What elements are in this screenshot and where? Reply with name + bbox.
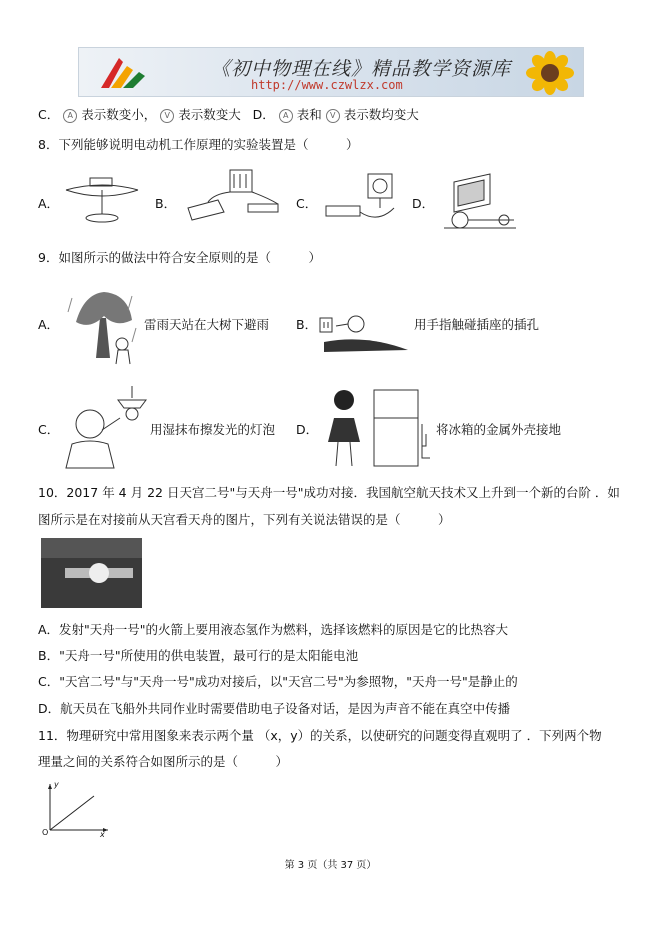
q7-options-line <box>38 107 419 123</box>
q8-stem: 8．下列能够说明电动机工作原理的实验装置是（ ） <box>38 137 359 152</box>
q10-stem-line2: 图所示是在对接前从天宫看天舟的图片，下列有关说法错误的是（ ） <box>38 512 451 527</box>
q9-option-d-text: 将冰箱的金属外壳接地 <box>436 422 562 437</box>
q7-option-d-text2: 表示数均变大 <box>343 107 419 122</box>
q8-option-d-label: D． <box>412 196 435 211</box>
q11-graph-line <box>50 796 94 830</box>
q8-option-a-label: A． <box>38 196 60 211</box>
q11-stem-line2: 理量之间的关系符合如图所示的是（ ） <box>38 754 289 769</box>
q9-option-a-label: A． <box>38 317 60 332</box>
q9-option-c-label: C． <box>38 422 60 437</box>
banner-title: 《初中物理在线》精品教学资源库 <box>211 58 512 80</box>
q8-figure-a <box>60 170 144 228</box>
q9-option-d-label: D． <box>296 422 319 437</box>
ammeter-icon: A <box>63 109 77 123</box>
q9-figure-a-tree-rain <box>66 288 140 366</box>
q9-stem: 9．如图所示的做法中符合安全原则的是（ ） <box>38 250 321 265</box>
q11-stem-line1: 11．物理研究中常用图象来表示两个量 （x，y）的关系，以使研究的问题变得直观明了 ．下列两个物 <box>38 728 602 743</box>
q7-option-c-text2: 表示数变大 <box>178 107 241 122</box>
voltmeter-icon: V <box>160 109 174 123</box>
q8-option-c-label: C． <box>296 196 318 211</box>
q10-stem-line1: 10．2017 年 4 月 22 日天宫二号"与天舟一号"成功对接．我国航空航天技术又上升到一个新的台阶 ．如 <box>38 485 620 500</box>
q11-graph-x-label: x <box>100 830 105 839</box>
page-number: 第 3 页（共 37 页） <box>284 860 377 871</box>
q7-option-c-label: C． <box>38 107 60 122</box>
q7-option-d-text1: 表和 <box>296 107 322 122</box>
banner-url[interactable]: http://www.czwlzx.com <box>251 78 403 92</box>
q8-figure-d <box>434 168 522 238</box>
q9-option-c-text: 用湿抹布擦发光的灯泡 <box>150 422 276 437</box>
q11-graph-origin-label: O <box>42 828 49 837</box>
q10-option-b: B．"天舟一号"所使用的供电装置，最可行的是太阳能电池 <box>38 648 359 663</box>
q8-figure-b <box>178 164 296 230</box>
q9-option-b-text: 用手指触碰插座的插孔 <box>414 317 540 332</box>
q9-figure-d-fridge <box>318 384 434 470</box>
q11-graph <box>40 780 112 840</box>
ammeter-icon: A <box>279 109 293 123</box>
q10-option-a: A．发射"天舟一号"的火箭上要用液态氢作为燃料，选择该燃料的原因是它的比热容大 <box>38 622 509 637</box>
header-banner <box>78 47 584 97</box>
q9-figure-c-bulb <box>62 386 150 470</box>
q9-option-b-label: B． <box>296 317 318 332</box>
q11-graph-y-label: y <box>54 780 59 789</box>
q9-option-a-text: 雷雨天站在大树下避雨 <box>144 317 270 332</box>
q8-option-b-label: B． <box>155 196 177 211</box>
logo-icon <box>93 52 153 94</box>
q7-option-c-text1: 表示数变小， <box>81 107 157 122</box>
q8-figure-c <box>318 168 404 232</box>
q10-option-c: C．"天宫二号"与"天舟一号"成功对接后，以"天宫二号"为参照物，"天舟一号"是静止的 <box>38 674 518 689</box>
q10-option-d: D．航天员在飞船外共同作业时需要借助电子设备对话，是因为声音不能在真空中传播 <box>38 701 511 716</box>
q9-figure-b-outlet <box>316 290 412 354</box>
q7-option-d-label: D． <box>252 107 275 122</box>
sunflower-icon <box>521 50 579 96</box>
voltmeter-icon: V <box>326 109 340 123</box>
q10-figure-spacecraft-photo <box>41 538 142 608</box>
